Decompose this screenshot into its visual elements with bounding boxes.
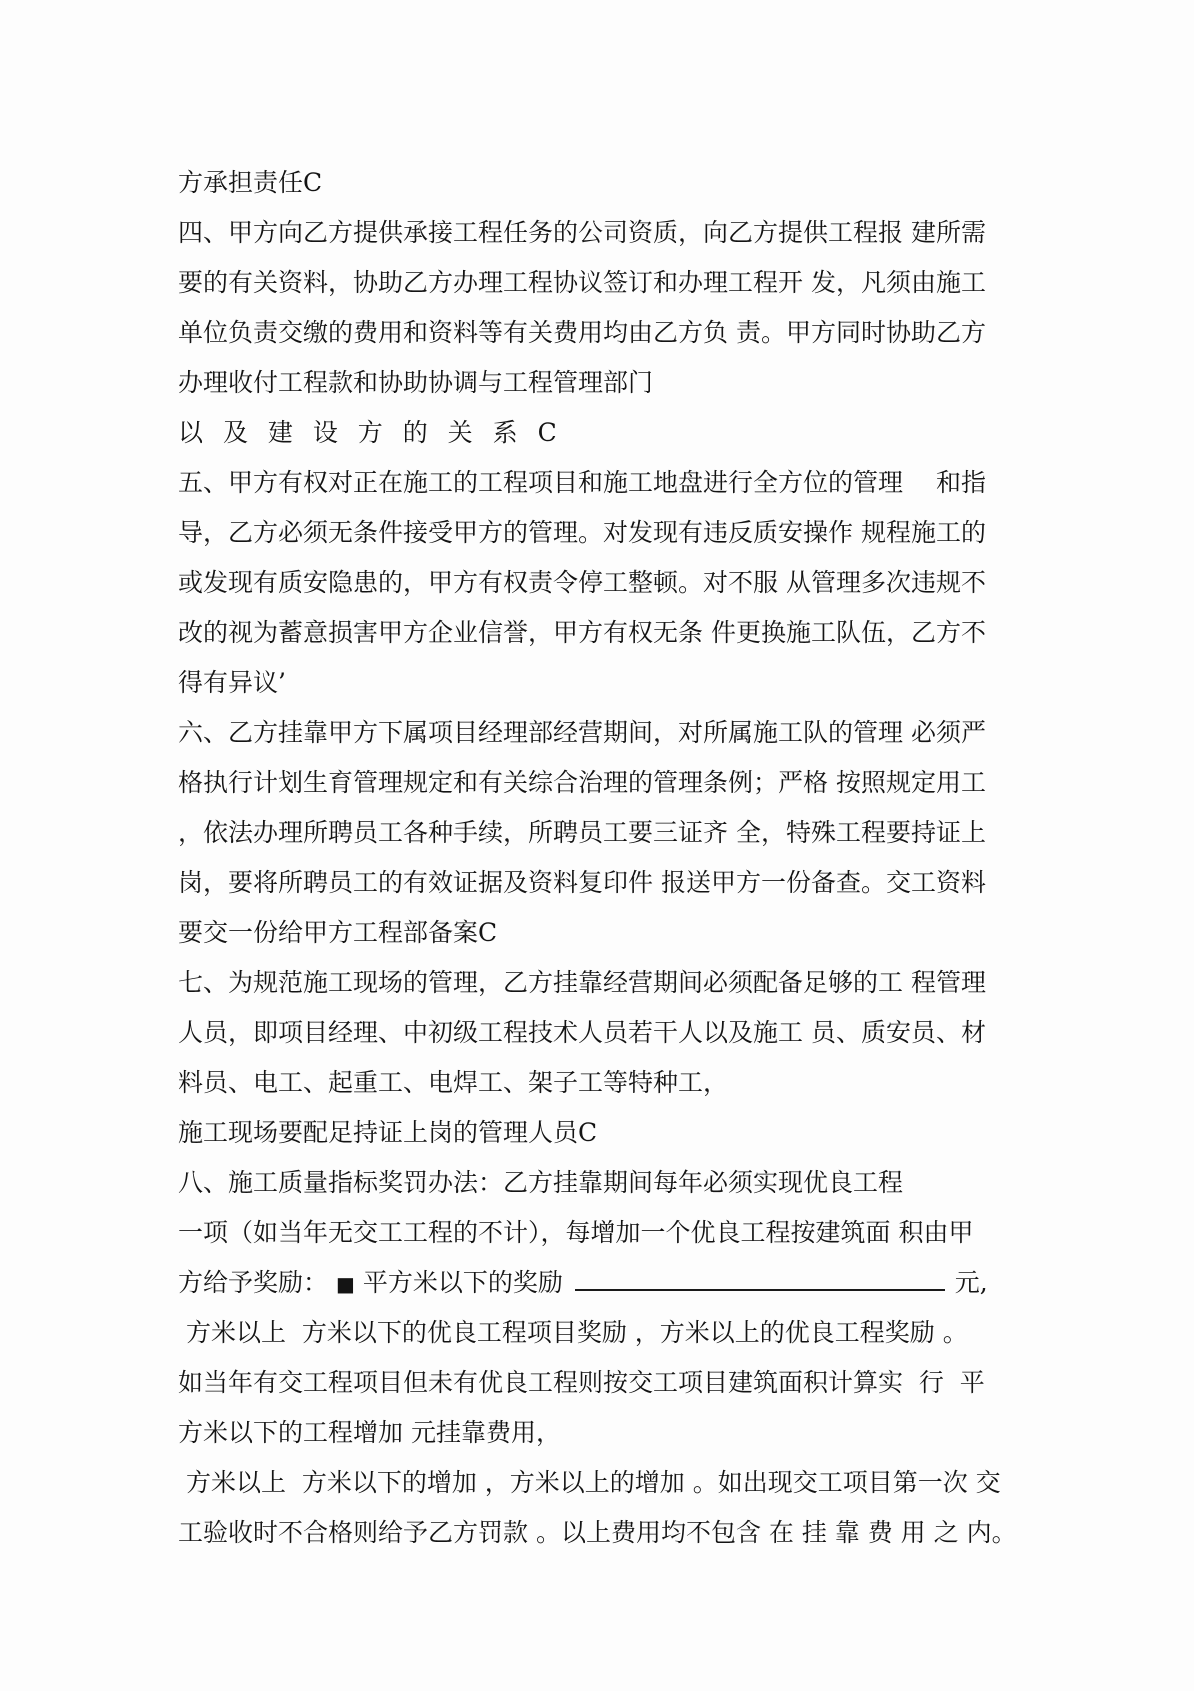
text-line: 导，乙方必须无条件接受甲方的管理。对发现有违反质安操作 规程施工的: [178, 518, 986, 547]
text-line: 一项（如当年无交工工程的不计），每增加一个优良工程按建筑面 积由甲: [178, 1218, 974, 1247]
document-body: [178, 158, 1038, 1558]
text-line: 人员，即项目经理、中初级工程技术人员若干人以及施工 员、质安员、材: [178, 1018, 986, 1047]
reward-suffix: 元,: [954, 1268, 988, 1297]
text-line: 方米以上 方米以下的增加 ，方米以上的增加 。如出现交工项目第一次 交: [178, 1468, 1001, 1497]
text-line: ，依法办理所聘员工各种手续，所聘员工要三证齐 全，特殊工程要持证上: [178, 818, 986, 847]
text-line: 四、甲方向乙方提供承接工程任务的公司资质，向乙方提供工程报 建所需: [178, 218, 986, 247]
text-line: 得有异议’: [178, 668, 286, 697]
text-line: 单位负责交缴的费用和资料等有关费用均由乙方负 责。甲方同时协助乙方: [178, 318, 986, 347]
fill-in-blank: [575, 1259, 945, 1291]
text-line: 方承担责任C: [178, 168, 323, 197]
text-line: 工验收时不合格则给予乙方罚款 。以上费用均不包含 在 挂 靠 费 用 之 内。: [178, 1518, 1017, 1547]
text-line: 八、施工质量指标奖罚办法：乙方挂靠期间每年必须实现优良工程: [178, 1168, 904, 1197]
text-line: 改的视为蓄意损害甲方企业信誉，甲方有权无条 件更换施工队伍，乙方不: [178, 618, 986, 647]
text-line: 五、甲方有权对正在施工的工程项目和施工地盘进行全方位的管理 和指: [178, 468, 986, 497]
square-bullet-icon: ■: [335, 1272, 355, 1296]
text-line: 要交一份给甲方工程部备案C: [178, 918, 498, 947]
text-line: 办理收付工程款和协助协调与工程管理部门: [178, 368, 654, 397]
text-line: 施工现场要配足持证上岗的管理人员C: [178, 1118, 598, 1147]
text-line: 如当年有交工程项目但未有优良工程则按交工项目建筑面积计算实 行 平: [178, 1368, 985, 1397]
text-line: 以 及 建 设 方 的 关 系 C: [178, 418, 563, 447]
text-line: 或发现有质安隐患的，甲方有权责令停工整顿。对不服 从管理多次违规不: [178, 568, 986, 597]
text-line: 格执行计划生育管理规定和有关综合治理的管理条例；严格 按照规定用工: [178, 768, 986, 797]
reward-prefix: 方给予奖励：: [178, 1268, 329, 1297]
reward-line: [178, 1258, 1038, 1308]
text-line: 料员、电工、起重工、电焊工、架子工等特种工，: [178, 1068, 729, 1097]
text-line: 要的有关资料，协助乙方办理工程协议签订和办理工程开 发，凡须由施工: [178, 268, 986, 297]
reward-middle: 平方米以下的奖励: [362, 1268, 563, 1297]
text-line: 岗，要将所聘员工的有效证据及资料复印件 报送甲方一份备查。交工资料: [178, 868, 986, 897]
text-line: 方米以下的工程增加 元挂靠费用，: [178, 1418, 561, 1447]
text-line: 七、为规范施工现场的管理，乙方挂靠经营期间必须配备足够的工 程管理: [178, 968, 986, 997]
text-line: 六、乙方挂靠甲方下属项目经理部经营期间，对所属施工队的管理 必须严: [178, 718, 986, 747]
text-line: 方米以上 方米以下的优良工程项目奖励 ，方米以上的优良工程奖励 。: [178, 1318, 968, 1347]
